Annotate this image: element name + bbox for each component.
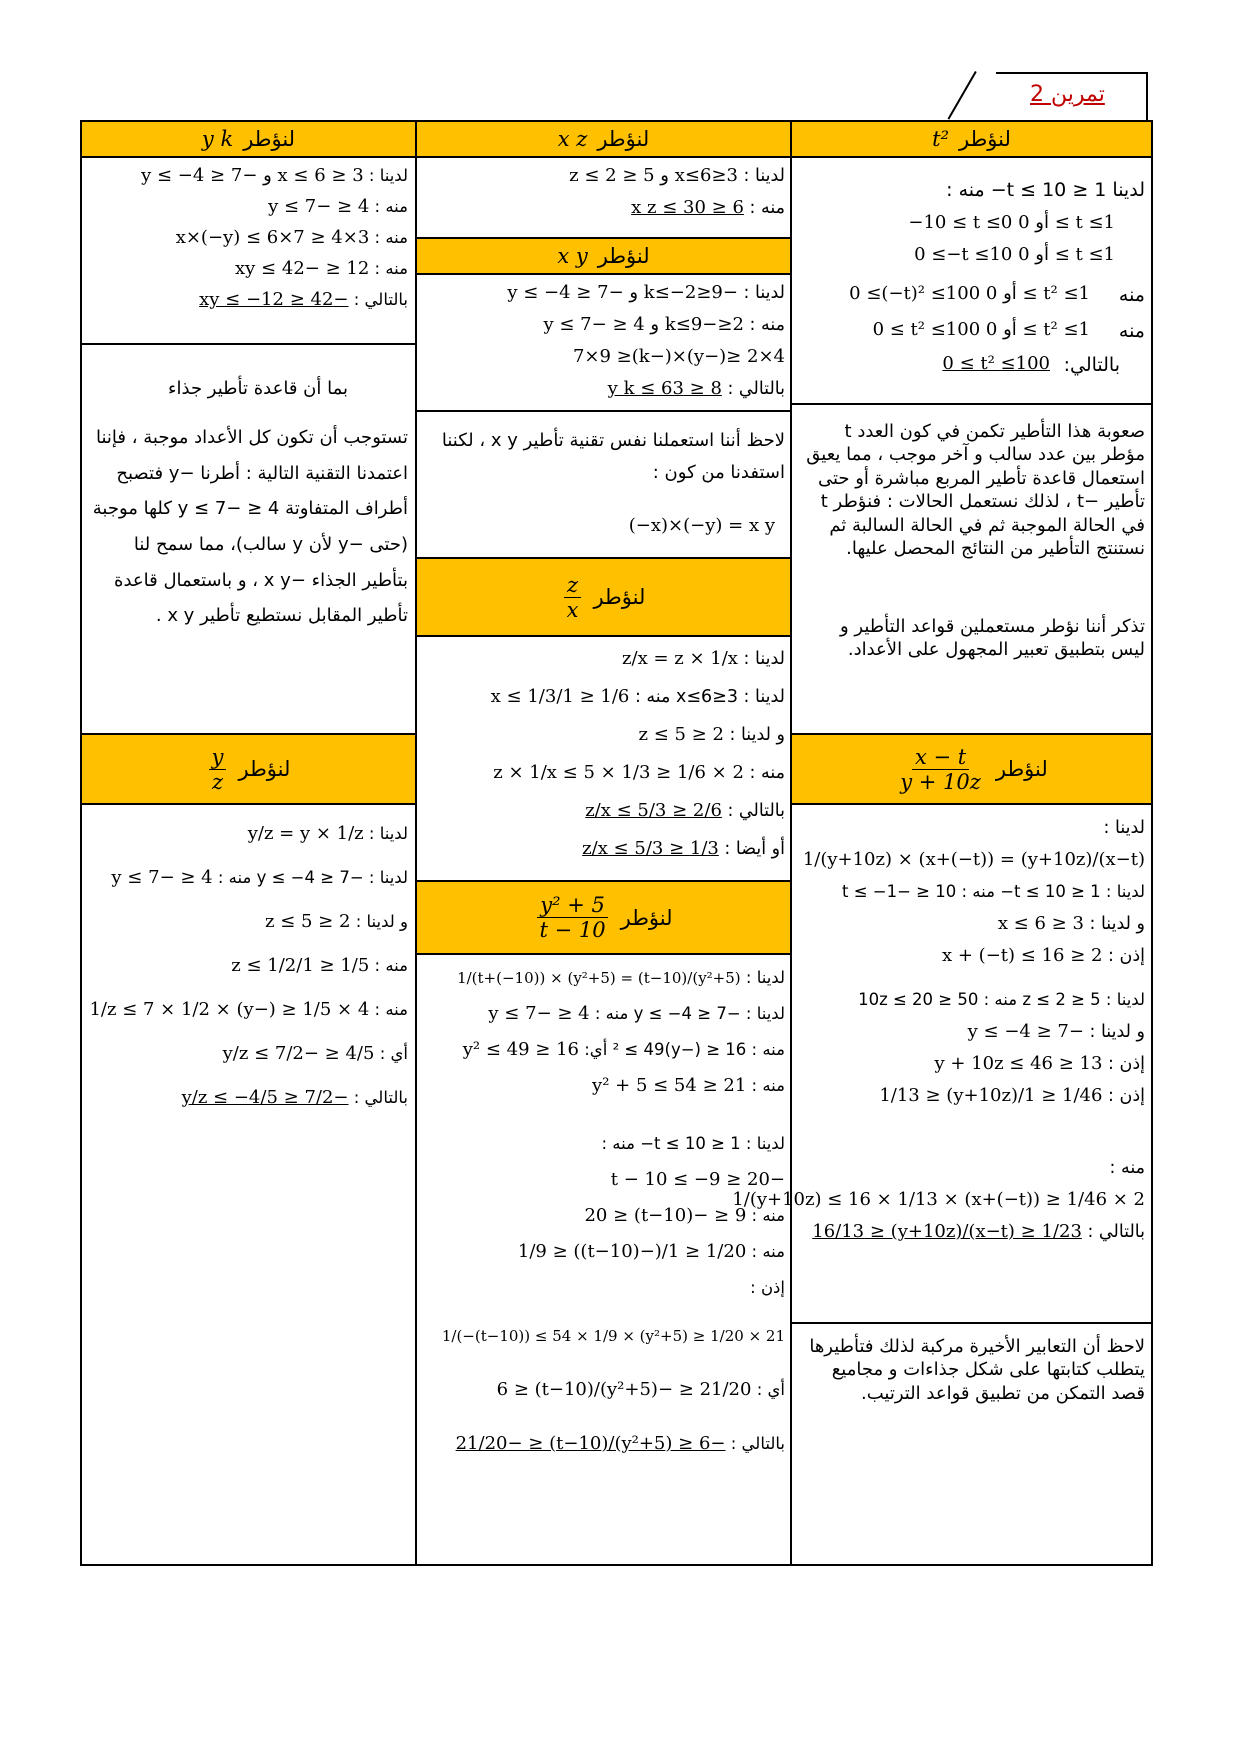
t2-line-3: 0 ≤−t ≤10 أو 0 ≤ t ≤1: [914, 244, 1115, 265]
calc-line: لدينا : 5 ≤ z ≤ 2 منه : 50 ≤ 10z ≤ 20: [858, 990, 1145, 1009]
header-y2plus5-over-t-minus-10: $\frac{\text{y² + 5}}{t - 10}$ لنؤطر: [415, 880, 792, 955]
calc-line: إذن : 13 ≤ y + 10z ≤ 46: [934, 1053, 1145, 1074]
z-over-x-calc: لدينا : z/x = z × 1/x لدينا : 3≤x≤6 منه : 1/6 ≤ 1/x ≤ 1/3 و لدينا : 2 ≤ z ≤ 5 منه : 2 × 1/6 ≤ z × 1/x ≤ 5 × 1/3 بالتالي : 2/6 ≤ z/x ≤ 5/3 أو أيضا : 1/3 ≤ z/x ≤ 5/3: [490, 648, 785, 859]
header-z-over-x: $\frac{z}{x}$ لنؤطر: [415, 557, 792, 637]
final-note: لاحظ أن التعابير الأخيرة مركبة لذلك فتأطيرها يتطلب كتابتها على شكل جذاءات و مجاميع قصد التمكن من تطبيق قواعد الترتيب.: [809, 1336, 1145, 1404]
yk-calc: لدينا : 3 ≤ x ≤ 6 و −7 ≤ y ≤ −4 منه : 4 ≤ −y ≤ 7 منه : 3×4 ≤ x×(−y) ≤ 6×7 منه : 12 ≤ −xy ≤ 42 بالتالي : −42 ≤ xy ≤ −12: [141, 165, 408, 310]
calc-line: إذن : 2 ≤ x + (−t) ≤ 16: [942, 945, 1145, 966]
divider: [790, 1322, 1153, 1324]
header-yk: y k لنؤطر: [80, 120, 417, 158]
product-rule-title: بما أن قاعدة تأطير جذاء: [168, 378, 348, 399]
t2-reminder: تذكر أننا نؤطر مستعملين قواعد التأطير و ليس بتطبيق تعبير المجهول على الأعداد.: [840, 616, 1145, 661]
calc-line: لدينا : 1 ≤ t ≤ 10− منه : 10 ≤ −t ≤ −1: [842, 882, 1145, 901]
t2-result: 0 ≤ t² ≤100: [942, 353, 1050, 374]
calc-line: و لدينا : −7 ≤ y ≤ −4: [967, 1021, 1145, 1042]
t2-thus-label: بالتالي:: [1063, 354, 1120, 376]
column-divider: [415, 120, 417, 1566]
column-divider: [790, 120, 792, 1566]
header-xz: x z لنؤطر: [415, 120, 792, 158]
calc-line: لدينا : (x−t)/(y+10z) = (x+(−t)) × 1/(y+10z): [802, 818, 1145, 870]
right-calc: [732, 812, 1145, 1248]
t2-minh-2: منه: [1118, 320, 1145, 342]
xy-calc: لدينا : −9≤k≤−2 و −7 ≤ y ≤ −4 منه : 2≤−k≤9 و 4 ≤ −y ≤ 7 4×2 ≤(−y)×(−k)≤ 7×9 بالتالي : 8 ≤ y k ≤ 63: [507, 282, 785, 399]
t2-line-4: 0 ≤(−t)² ≤100 أو 0 ≤ t² ≤1: [849, 283, 1090, 304]
divider: [790, 403, 1153, 405]
calc-line: منه :: [1109, 1158, 1145, 1178]
header-x-minus-t-over-y-plus-10z: $\frac{x - t}{y + 10z}$ لنؤطر: [790, 733, 1153, 805]
header-t-squared: t² لنؤطر: [790, 120, 1153, 158]
t2-line-2: −10 ≤ t ≤0 أو 0 ≤ t ≤1: [908, 212, 1115, 233]
y2-calc: لدينا : (y²+5)/(t−10) = (y²+5) × 1/(t+(−10)) لدينا : −7 ≤ y ≤ −4 منه : 4 ≤ −y ≤ 7 منه : 16 ≤ (−y)² ≤ 49 أي: 16 ≤ y² ≤ 49 منه : 21 ≤ y² + 5 ≤ 54 لدينا : 1 ≤ t ≤ 10− منه : −20 ≤ t − 10 ≤ −9 منه : 9 ≤ −(t−10) ≤ 20 منه : 1/20 ≤ 1/(−(t−10)) ≤ 1/9 إذن : 21 × 1/20 ≤ (y²+5) × 1/(−(t−10)) ≤ 54 × 1/9 أي : 21/20 ≤ −(y²+5)/(t−10) ≤ 6 بالتالي : −6 ≤ (y²+5)/(t−10) ≤ −21/20: [441, 968, 785, 1454]
header-y-over-z: $\frac{y}{z}$ لنؤطر: [80, 733, 417, 805]
t2-line-5: 0 ≤ t² ≤100 أو 0 ≤ t² ≤1: [872, 319, 1090, 340]
title-divider: [948, 71, 977, 120]
y-over-z-calc: لدينا : y/z = y × 1/z لدينا : −7 ≤ y ≤ −4 منه : 4 ≤ −y ≤ 7 و لدينا : 2 ≤ z ≤ 5 منه : 1/5 ≤ 1/z ≤ 1/2 منه : 4 × 1/5 ≤ (−y) × 1/z ≤ 7 × 1/2 أي : 4/5 ≤ −y/z ≤ 7/2 بالتالي : −7/2 ≤ y/z ≤ −4/5: [89, 823, 408, 1108]
calc-line: و لدينا : 3 ≤ x ≤ 6: [997, 913, 1145, 934]
t2-minh-1: منه: [1118, 284, 1145, 306]
calc-line: 2 × 1/46 ≤ (x+(−t)) × 1/(y+10z) ≤ 16 × 1/13: [732, 1189, 1145, 1210]
divider: [80, 343, 417, 345]
xy-identity: (−x)×(−y) = x y: [628, 515, 775, 536]
product-rule-note: تستوجب أن تكون كل الأعداد موجبة ، فإننا اعتمدنا التقنية التالية : أطرنا −y فتصبح أطراف المتفاوتة 4 ≤ −y ≤ 7 كلها موجبة (حتى −y لأن y سالب)، مما سمح لنا بتأطير الجذاء −x y ، و باستعمال قاعدة تأطير المقابل نستطيع تأطير x y .: [92, 427, 408, 627]
header-xy: x y لنؤطر: [415, 237, 792, 275]
xy-note: لاحظ أننا استعملنا نفس تقنية تأطير x y ، لكننا استفدنا من كون :: [441, 430, 785, 483]
t2-line-1: لدينا 1 ≤ t ≤ 10− منه :: [946, 179, 1145, 201]
calc-line: إذن : 1/46 ≤ 1/(y+10z) ≤ 1/13: [879, 1085, 1145, 1106]
page-title: تمرين 2: [1030, 82, 1105, 107]
xz-calc: لدينا : 3≤x≤6 و 5 ≤ z ≤ 2 منه : 6 ≤ x z ≤ 30: [569, 165, 785, 218]
t2-note: صعوبة هذا التأطير تكمن في كون العدد t مؤطر بين عدد سالب و آخر موجب ، مما يعيق استعمال قاعدة تأطير المربع مباشرة أو حتى تأطير −t ، لذلك نستعمل الحالات : فنؤطر t في الحالة الموجبة ثم في الحالة السالبة ثم نستنتج التأطير من النتائج المحصل عليها.: [806, 421, 1145, 559]
calc-line: بالتالي : 1/23 ≤ (x−t)/(y+10z) ≤ 16/13: [812, 1221, 1145, 1242]
divider: [415, 410, 792, 412]
